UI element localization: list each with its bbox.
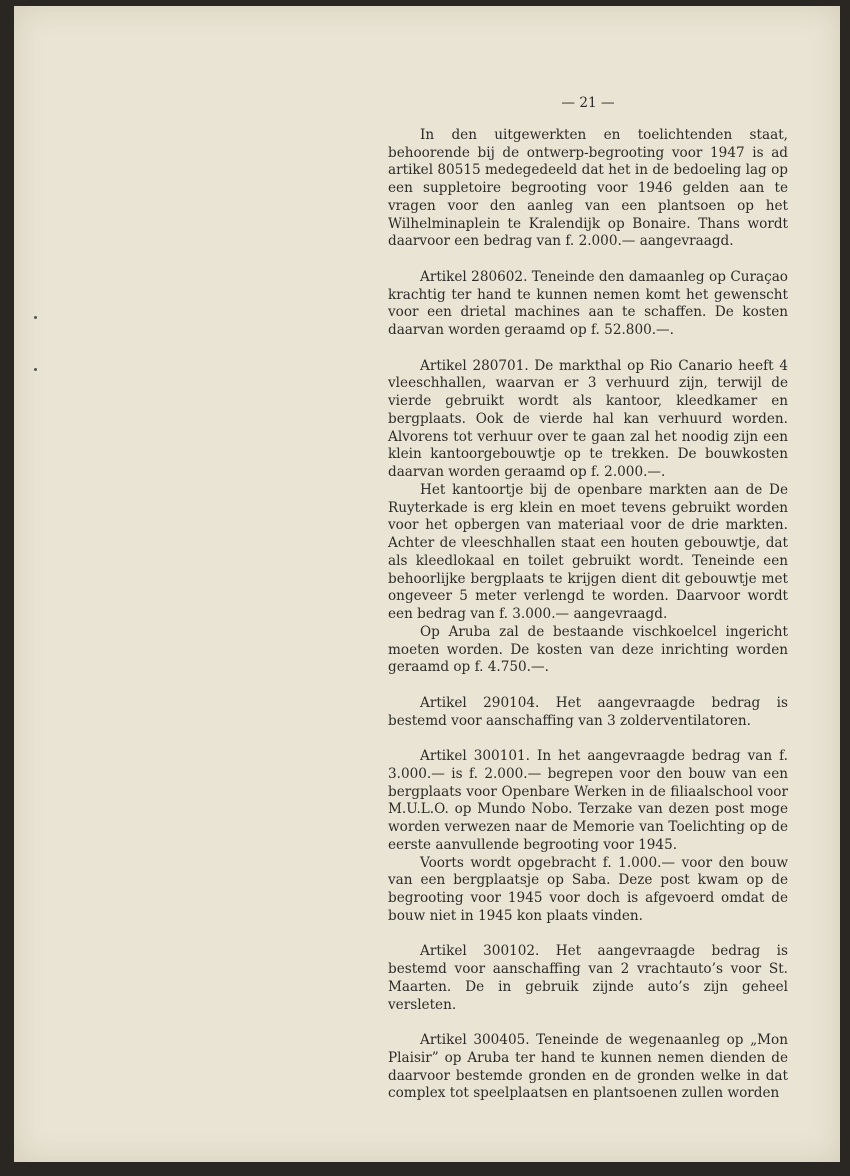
paragraph: Artikel 300405. Teneinde de wegenaanleg op „Mon Plaisir” op Aruba ter hand te kunnen nemen dienden de daarvoor bestemde gronden en de gronden welke in dat complex tot speelplaatsen en plantsoenen zullen worden: [388, 1032, 788, 1102]
paragraph: In den uitgewerkten en toelichtenden staat, behoorende bij de ontwerp-begrooting voor 1947 is ad artikel 80515 medegedeeld dat het in de bedoeling lag op een suppletoire begrooting voor 1946 gelden aan te vragen voor den aanleg van een plantsoen op het Wilhelminaplein te Kralendijk op Bonaire. Thans wordt daarvoor een bedrag van f. 2.000.— aangevraagd.: [388, 126, 788, 250]
margin-dot: [34, 316, 37, 319]
paragraph: Het kantoortje bij de openbare markten aan de De Ruyterkade is erg klein en moet tevens gebruikt worden voor het opbergen van materiaal voor de drie markten. Achter de vleeschhallen staat een houten gebouwtje, dat als kleedlokaal en toilet gebruikt wordt. Teneinde een behoorlijke bergplaats te krijgen dient dit gebouwtje met ongeveer 5 meter verlengd te worden. Daarvoor wordt een bedrag van f. 3.000.— aangevraagd.: [388, 481, 788, 622]
page-number: — 21 —: [561, 95, 615, 111]
paragraph: Artikel 300102. Het aangevraagde bedrag is bestemd voor aanschaffing van 2 vrachtauto’s voor St. Maarten. De in gebruik zijnde auto’s zijn geheel versleten.: [388, 943, 788, 1013]
paragraph: Voorts wordt opgebracht f. 1.000.— voor den bouw van een bergplaatsje op Saba. Deze post kwam op de begrooting voor 1945 voor doch is afgevoerd omdat de bouw niet in 1945 kon plaats vinden.: [388, 854, 788, 924]
paragraph-list: [388, 127, 788, 1103]
paragraph: Artikel 290104. Het aangevraagde bedrag is bestemd voor aanschaffing van 3 zolderventilatoren.: [388, 694, 788, 729]
scan-border-bottom: [0, 1162, 850, 1176]
paragraph: Op Aruba zal de bestaande vischkoelcel ingericht moeten worden. De kosten van deze inrichting worden geraamd op f. 4.750.—.: [388, 623, 788, 676]
paragraph: Artikel 300101. In het aangevraagde bedrag van f. 3.000.— is f. 2.000.— begrepen voor den bouw van een bergplaats voor Openbare Werken in de filiaalschool voor M.U.L.O. op Mundo Nobo. Terzake van dezen post moge worden verwezen naar de Memorie van Toelichting op de eerste aanvullende begrooting voor 1945.: [388, 748, 788, 853]
paragraph: Artikel 280701. De markthal op Rio Canario heeft 4 vleeschhallen, waarvan er 3 verhuurd zijn, terwijl de vierde gebruikt wordt als kantoor, kleedkamer en bergplaats. Ook de vierde hal kan verhuurd worden. Alvorens tot verhuur over te gaan zal het noodig zijn een klein kantoorgebouwtje op te trekken. De bouwkosten daarvan worden geraamd op f. 2.000.—.: [388, 357, 788, 480]
page-text-column: [388, 95, 788, 1103]
paragraph: Artikel 280602. Teneinde den damaanleg op Curaçao krachtig ter hand te kunnen nemen komt het gewenscht voor een drietal machines aan te schaffen. De kosten daarvan worden geraamd op f. 52.800.—.: [388, 268, 788, 338]
margin-dot: [34, 368, 37, 371]
